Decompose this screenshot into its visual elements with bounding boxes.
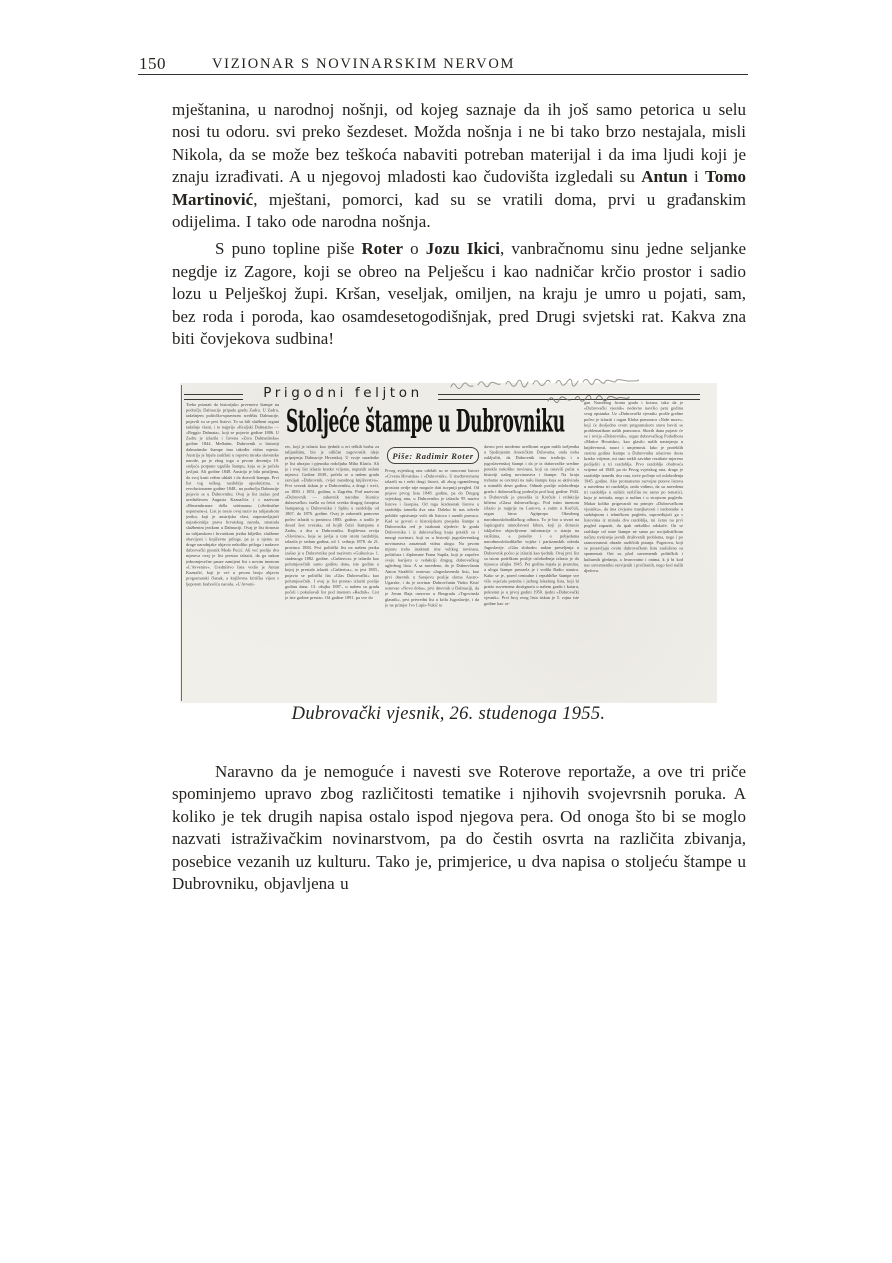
paragraph-1: mještanina, u narodnoj nošnji, od kojeg saznaje da ih još samo petorica u selu nosi tu odoru. svi preko šezdeset. Možda nošnja i ne bi tako brzo nestajala, misli Nikola, da se može bez teškoća nabaviti potreban materijal i da ima ljudi koji je znaju izrađivati. A u njegovoj mladosti kao čudovišta izgledali su Antun i Tomo Martinović, mještani, pomorci, kad su se vratili doma, prvi u građanskim odijelima. I tako ode narodna nošnja. [172, 100, 746, 232]
clipping-caption: Dubrovački vjesnik, 26. studenoga 1955. [291, 704, 606, 724]
running-header-title: VIZIONAR S NOVINARSKIM NERVOM [212, 56, 516, 72]
clipping-column-3: Prvog svjetskog rata održali su se osnovani listovi »Crvena Hrvatska« i »Dubrovnik«. U međuvremenu izlazili su i neki drugi listovi, ali zbog ograničenog prostora ovdje nije moguće dati iscrpniji pregled. Od pojave prvog lista 1848. godine, pa do Drugog svjetskog rata, u Dubrovniku je izlazilo 95 naziva listova i časopisa. Od toga šezdesetak listova u razdoblju između dva rata. Daleko bi nas odvelo pobliže opisivanje svih tih listova i raznih pravaca. Kad se govori o historijskom presjeku štampe u Dubrovniku red je istaknuti sljedeće: Iz grada Dubrovnika i iz dubrovačkog kraja potekli su i mnogi novinari, koji su u historiji jugoslavenskog novinarstva zauzimali vidnu ulogu. Na prvom mjestu treba istaknuti ime velikog novinara, političara i diplomate Frana Supila, koji je započeo svoju karijeru u redakciji drugog dubrovačkog uglednog lista. A sa navedeno, da je Dubrovčanin Anton Stražičić osnovao »Jugoslavenski list«, kao prvi dnevnik u Sarajevu poslije sloma Austro-Ugarske, i da je novinar Dubrovčanin Vinko Kisić osnovao »Novo doba«, prvi dnevnik u Dalmaciji, da je Jovan Đaja osnovao u Beogradu »Trgovinski glasnik«, prvi privredni list u krilu Jugoslavije, i da je na primjer Ivo Lupis-Vukić te [385, 468, 479, 608]
clipping-left-edge-rule [181, 385, 182, 701]
clipping-headline: Stoljeće štampe u Dubrovniku [286, 404, 565, 440]
clipping-kicker: Prigodni feljton [263, 385, 423, 401]
paragraph-3: Naravno da je nemoguće i navesti sve Roterove reportaže, a ove tri priče spominjemo upravo zbog različitosti tematike i njihovih svojevrsnih poruka. A koliko je tek drugih napisa ostalo ispod njegova pera. Od onoga što bi se moglo nazvati istraživačkim novinarstvom, pa do čestih osvrta na različita zbivanja, posebice vezanih uz kulturu. Tako je, primjerice, u dva napisa o stoljeću štampe u Dubrovniku, objavljena u [172, 762, 746, 894]
header-rule [138, 74, 748, 75]
clipping-column-2: rec, koji je izlazio kao tjednik u eri teških borba za talijanštinu, bio je odličan zagovornik ideje pripojenja Dalmacije Hrvatskoj. U svoje suradnike je list ubrajao i pjesnika rodoljuba Miha Klaića. Ali je i ovaj list izlazio kratko vrijeme, nepunih sedam mjeseci. Godine 1849., počela se u našem gradu razvijati »Dubrovnik, cvijet narodnog književstva«. Prvi svezak tiskan je u Dubrovniku, a drugi i treći, za 1850. i 1851. godinu, u Zagrebu. Pod nazivom »Dubrovnik — zabavnik narodne štionice dubrovačke« izašla su četiri sveska drugog časopisa štampanog u Dubrovniku i Splitu u razdoblju od 1867. do 1876. godine. Ovaj je zabavnik ponovno počeo izlaziti u prosincu 1885. godine, a izašlo je dosad šest svezaka, od kojih četiri štampana u Zadru, a dva u Dubrovniku. Književna revija »Slovinac«, koja se javlja u tom istom razdoblju, izlazila je sedam godina, od 1. svibnja 1878. do 21. prosinca 1884. Prvi politički list na našem jeziku izašao je u Dubrovniku pod nazivom »Gušterica« 1. studenoga 1882. godine. »Gušterica« je izlazila kao polumjesečnik samo godinu dana, iste godine u kojoj je prestala izlaziti »Gušterica«, to jest 1883., pojavio se politički list »Glas Dubrovački« kao polumjesečnik. I ovaj je list prestao izlaziti poslije godinu dana. 13. ožujka 1887., u našem su gradu počeli i pokušavali list pod imenom »Radnik«. List je iste godine prestao. Od godine 1891. pa sve do [285, 444, 379, 601]
kicker-rule-left [184, 394, 243, 400]
paragraph-2: S puno topline piše Roter o Jozu Ikici, vanbračnomu sinu jedne seljanke negdje iz Zagore, koji se obreo na Pelješcu i kao nadničar krčio prostor i sadio lozu u Pelješkoj župi. Kršan, veseljak, omiljen, na kraju je umro u pojati, sam, bez roda i poroda, kao osamdesetogodišnjak, pred Drugi svjetski rat. Kakva zna biti čovjekova sudbina! [172, 239, 747, 349]
clipping-column-4: davno prvi moderno uređivani organ naših iseljenika u Sjedinjenim Američkim Državama, onda treba zaključiti, da Dubrovnik ima tradiciju i u jugoslavenskoj štampi i da je iz dubrovačke sredine poteklo nekoliko novinara, koji su ostavili pečat u historiji našeg novinarstva i štampe. Na kraju trebamo se osvrnuti na našu štampu koja se aktivirala u minulih deset godina. Odmah poslije oslobođenja grada i dubrovačkog područja pod kraj godine 1944. u Dubrovnik je preselila iz Korčule i redakcija biltena »Glasa dubrovačkog«. Pod istim imenom izlazio je najprije na Lastovu, a zatim u Korčuli, organ biroa Agitpropa Okružnog narodnooslobodilačkog odbora. To je bio u stvari na šapirografu umnožavani bilten, koji je donosio isključivo objavljivane informacije o stanju na ratištima, a ponešto i o pobjedama narodnooslobodilačke vojske i partizanskih odreda Jugoslavije. »Glas slobode« nakon preseljenja u Dubrovnik počeo je izlaziti kao tjednik. Ovaj prvi list sa istom podrškom poslije oslobođenja izlazio je do mjeseca ožujka 1945. Pet godina trajala je praznina, a ulogu štampe preuzela je i vodila Radio stanica. Kako se je, pored centralne i republičke štampe sve više osjećala potreba i jednog lokalnog lista, koji bi pratio suvremena dostignuća u našem gradu i kotaru, pokrenut je u prvoj godini 1950. tjedni »Dubrovački vjesnik«. Prvi broj ovog lista tiskan je 5. rujna iste godine kao or- [484, 444, 579, 606]
clipping-column-1: Treba priznati da historijsko prvenstvo štampe na području Dalmacije pripada gradu Zadru. U Zadru, tadašnjem političko-upravnom središtu Dalmacije, pojavili su se prvi listovi. To su bili službeni organi tadašnje vlasti, i to najprije »Kraljski Dalmatin« — »Reggio Dalmata«, koji se pojavio godine 1806. U Zadru je izlazila i čuvena »Zora Dalmatinska« godine 1844. Međutim, Dubrovnik u historiji dalmatinske štampe ima također vidno mjesto. Austrija je htjela zadržati u ropstvu mraka slavenske narode, pa je zbog toga u prvom deceniju 19. stoljeća potpuno ugušila štampu, koja se je počela javljati. Ali godine 1848. Austrija je bila prisiljena, da svoj kruti režim ublaži i da dozvoli štampu. Prvi list tog teškog razdoblja apsolutizma, a revolucionarne godine 1848., na području Dalmacije pojavio se u Dubrovniku. Ovaj je list izašao pod uredništvom Augusta Kaznačića i s nazivom »Rimembranze della settimana« (»Sedmične uspomene«). List je nosio ovaj naziv na talijanskom jeziku, koji je austrijska vlast, zapostavljajući najzakonitija prava hrvatskog naroda, smatrala službenim jezikom u Dalmaciji. Ovaj je list donosio na talijanskom i hrvatskom jeziku bilješke, službene obavijesti i književne priloge, pa je u njemu uz druge narodnjake objavio nekoliko priloga i nadasve dubrovački pjesnik Medo Pucić. Ali već poslije dva mjeseca ovaj je list prestao izlaziti, da ga nakon jednomjesečne pauze zamijeni list s novim imenom »L'Avvenire«. Uredništvo lista vodio je Antun Kaznačić, koji je već u prvom broju objavio programatski članak, a književna kritička vijest s ljepotom hrabrošću naroda, »L'Avveni- [186, 402, 279, 587]
clipping-byline: Piše: Radimir Roter [387, 447, 479, 464]
newspaper-clipping [180, 383, 717, 703]
page-number: 150 [139, 54, 166, 73]
clipping-column-5: gan Narodnog fronta grada i kotara, tako da je »Dubrovački vjesnik« nedavno navršio petu godinu svog opstanka. Uz »Dubrovački vjesnik« prošle godine počeo je izlaziti i organ Kluba pomoraca »Naše more«, koji će dosljedno svom programskom stavu baviti se problematikom naših pomoraca. Skorih dana pojavit će se i revija »Dubrovnik«, organ dubrovačkog Pododbora »Matice Hrvatske«, kao glasilo naših nastojanja u književnosti, nauci i umjetnosti. Iako je proteklih stotinu godina štampe u Dubrovniku relativno dosta kratko vrijeme, mi smo stekli zavidne rezultate mjereno podijeliti u tri razdoblja. Prvo razdoblje obuhvaća vrijeme od 1848. pa do Prvog svjetskog rata, drugo je razdoblje između dva rata, treće počinje od oslobođenja 1945. godine. Ako promatramo razvojne puteve listova u navedena tri razdoblja, onda vidimo, da su navedena tri razdoblja u suštini različita ne samo po tematici, koju je tretirala, nego u načinu i u strojnom pogledu. Makar koliko prigovarali na primjer »Dubrovačkom vjesniku«, da ima izvjesne manjkavosti i nedostatke u sadržajnom i tehničkom pogledu, uspoređujući ga s listovima iz minula dva razdoblja, mi ćemo na prvi pogled zapaziti, da ipak nekoliko odskače. On se razlikuje od stare štampe ne samo po socijalističkom načinu tretiranja javnih društvenih problema, nego i po raznovrsnosti obrade različitih pitanja. Pogotovu, koji se postavljaju ovom dubrovačkom listu zasluženo su spomenuti. Oni su plod suvremenih političkih i kulturnih gledanja, a hvarovatno i onima, k ji bi kod nas suvremeniku razvijenih i pročitanih, nego kod naših djedova. [584, 400, 683, 574]
body-text-top [172, 99, 746, 350]
